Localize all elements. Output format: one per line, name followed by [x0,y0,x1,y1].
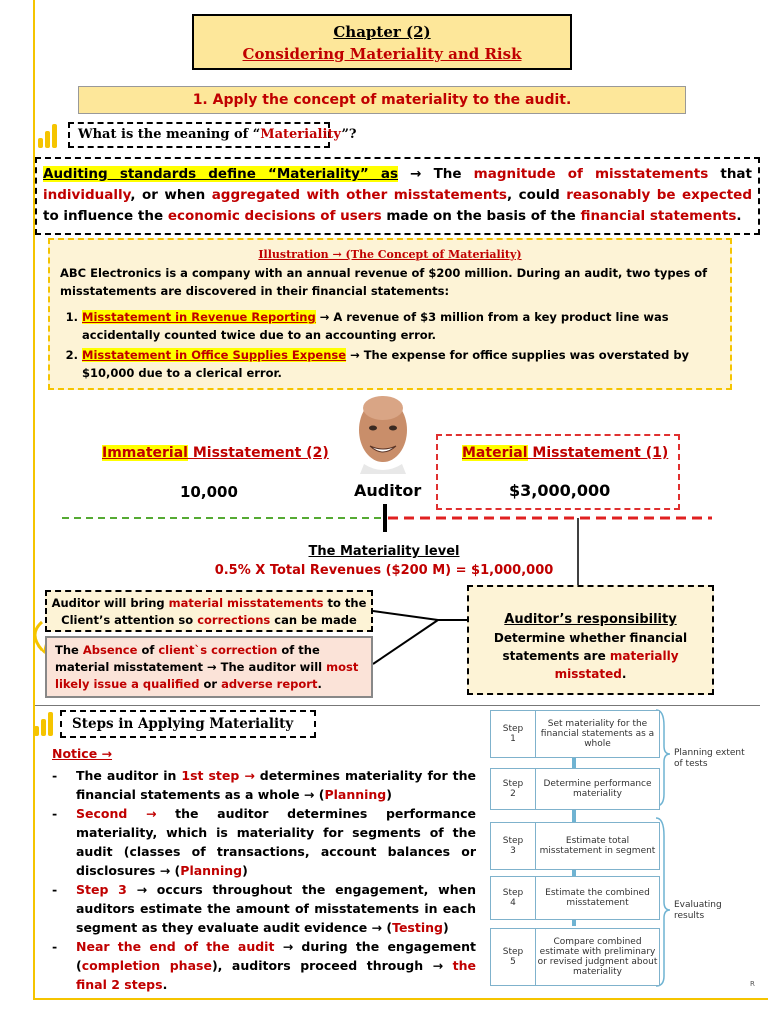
auditor-avatar [350,394,416,474]
correction-box: Auditor will bring material misstatements to the Client’s attention so corrections can be made [45,590,373,632]
evaluating-label: Evaluating results [674,900,722,921]
bar-chart-icon [34,712,60,736]
page-mark: R [750,980,755,988]
illustration-box [48,238,732,390]
responsibility-title: Auditor’s responsibility [504,612,677,627]
responsibility-box [467,585,714,695]
steps-heading: Steps in Applying Materiality [60,710,316,738]
steps-figure [490,706,760,990]
immaterial-value: 10,000 [180,483,238,501]
list-item: - Near the end of the audit → during the engagement (completion phase), auditors proceed through → the final 2 steps. [52,939,476,992]
step-2-box: Step 2 Determine performance materiality [490,768,660,810]
list-item: 1. Misstatement in Revenue Reporting → A revenue of $3 million from a key product line was accidentally counted twice due to an accounting error. [82,308,720,344]
immaterial-title: Immaterial Misstatement (2) [102,445,329,461]
steps-bullets [52,766,476,994]
auditor-label: Auditor [354,481,422,500]
illustration-list [60,308,720,382]
responsibility-text: Determine whether financial statements are materially misstated. [493,631,688,681]
chapter-number: Chapter (2) [333,23,431,41]
illustration-title: Illustration → (The Concept of Materiality) [258,248,522,261]
chapter-title-box [192,14,572,70]
list-item: 2. Misstatement in Office Supplies Expense → The expense for office supplies was overstated by $10,000 due to a clerical error. [82,346,720,382]
definition-lead: Auditing standards define “Materiality” as [43,166,399,182]
planning-label: Planning extent of tests [674,748,745,769]
no-correction-box: The Absence of client`s correction of the material misstatement → The auditor will most likely issue a qualified or adverse report. [45,636,373,698]
step-4-box: Step 4 Estimate the combined misstatement [490,876,660,920]
list-item: - The auditor in 1st step → determines materiality for the financial statements as a whole → (Planning) [52,768,476,802]
step-3-box: Step 3 Estimate total misstatement in segment [490,822,660,870]
notice-label: Notice → [52,746,113,761]
materiality-level-title: The Materiality level [308,544,460,559]
question-heading: What is the meaning of “Materiality”? [68,122,330,148]
list-item: - Step 3 → occurs throughout the engagement, when auditors estimate the amount of misstatements in each segment as they evaluate audit evidence → (Testing) [52,882,476,935]
step-1-box: Step 1 Set materiality for the financial statements as a whole [490,710,660,758]
materiality-level [0,542,768,580]
chapter-title: Considering Materiality and Risk [242,45,522,63]
material-value: $3,000,000 [509,481,611,500]
illustration-intro: ABC Electronics is a company with an annual revenue of $200 million. During an audit, two types of misstatements are discovered in their financial statements: [60,266,708,298]
step-5-box: Step 5 Compare combined estimate with preliminary or revised judgment about materiality [490,928,660,986]
material-title: Material Misstatement (1) [462,445,669,461]
materiality-level-formula: 0.5% X Total Revenues ($200 M) = $1,000,000 [214,563,554,578]
definition-box: Auditing standards define “Materiality” as → The magnitude of misstatements that individually, or when aggregated with other misstatements, could reasonably be expected to influence the economic decisions of users made on the basis of the financial statements. [35,157,760,235]
section-heading: 1. Apply the concept of materiality to the audit. [78,86,686,114]
list-item: - Second → the auditor determines performance materiality, which is materiality for segments of the audit (classes of transactions, account balances or disclosures → (Planning) [52,806,476,878]
bar-chart-icon [38,124,64,148]
